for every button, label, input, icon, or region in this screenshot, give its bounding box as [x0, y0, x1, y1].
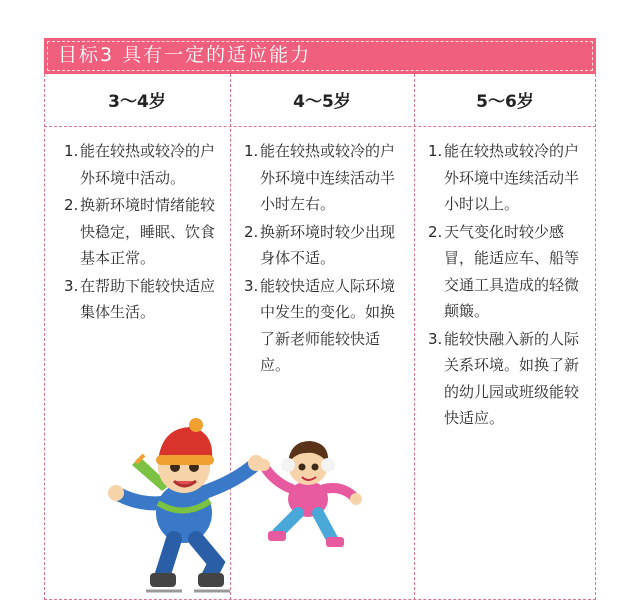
goal-card	[44, 38, 596, 600]
column-header-3-4: 3～4岁	[108, 92, 166, 112]
column-header-4-5: 4～5岁	[293, 92, 351, 112]
children-skating-illustration	[92, 393, 368, 603]
list-item: 3. 能较快融入新的人际关系环境。如换了新的幼儿园或班级能较快适应。	[428, 329, 580, 427]
column-3-4	[64, 138, 220, 327]
list-item: 1. 能在较热或较冷的户外环境中活动。	[64, 142, 216, 187]
girl-skater-icon	[258, 441, 362, 547]
list-item: 2. 天气变化时较少感冒，能适应车、船等交通工具造成的轻微颠簸。	[428, 222, 580, 320]
list-item: 3. 在帮助下能较快适应集体生活。	[64, 276, 216, 321]
list-item: 1. 能在较热或较冷的户外环境中连续活动半小时左右。	[244, 142, 396, 213]
column-divider	[414, 74, 415, 600]
goal-title: 目标3 具有一定的适应能力	[58, 44, 312, 66]
list-item: 3. 能较快适应人际环境中发生的变化。如换了新老师能较快适应。	[244, 276, 396, 374]
title-bar	[44, 38, 596, 74]
list-item: 2. 换新环境时情绪能较快稳定，睡眠、饮食基本正常。	[64, 196, 216, 267]
column-4-5	[244, 138, 400, 380]
column-5-6	[428, 138, 584, 433]
boy-skater-icon	[108, 418, 264, 591]
list-item: 2. 换新环境时较少出现身体不适。	[244, 222, 396, 267]
header-divider	[44, 126, 596, 127]
list-item: 1. 能在较热或较冷的户外环境中连续活动半小时以上。	[428, 142, 580, 213]
column-header-5-6: 5～6岁	[476, 92, 534, 112]
